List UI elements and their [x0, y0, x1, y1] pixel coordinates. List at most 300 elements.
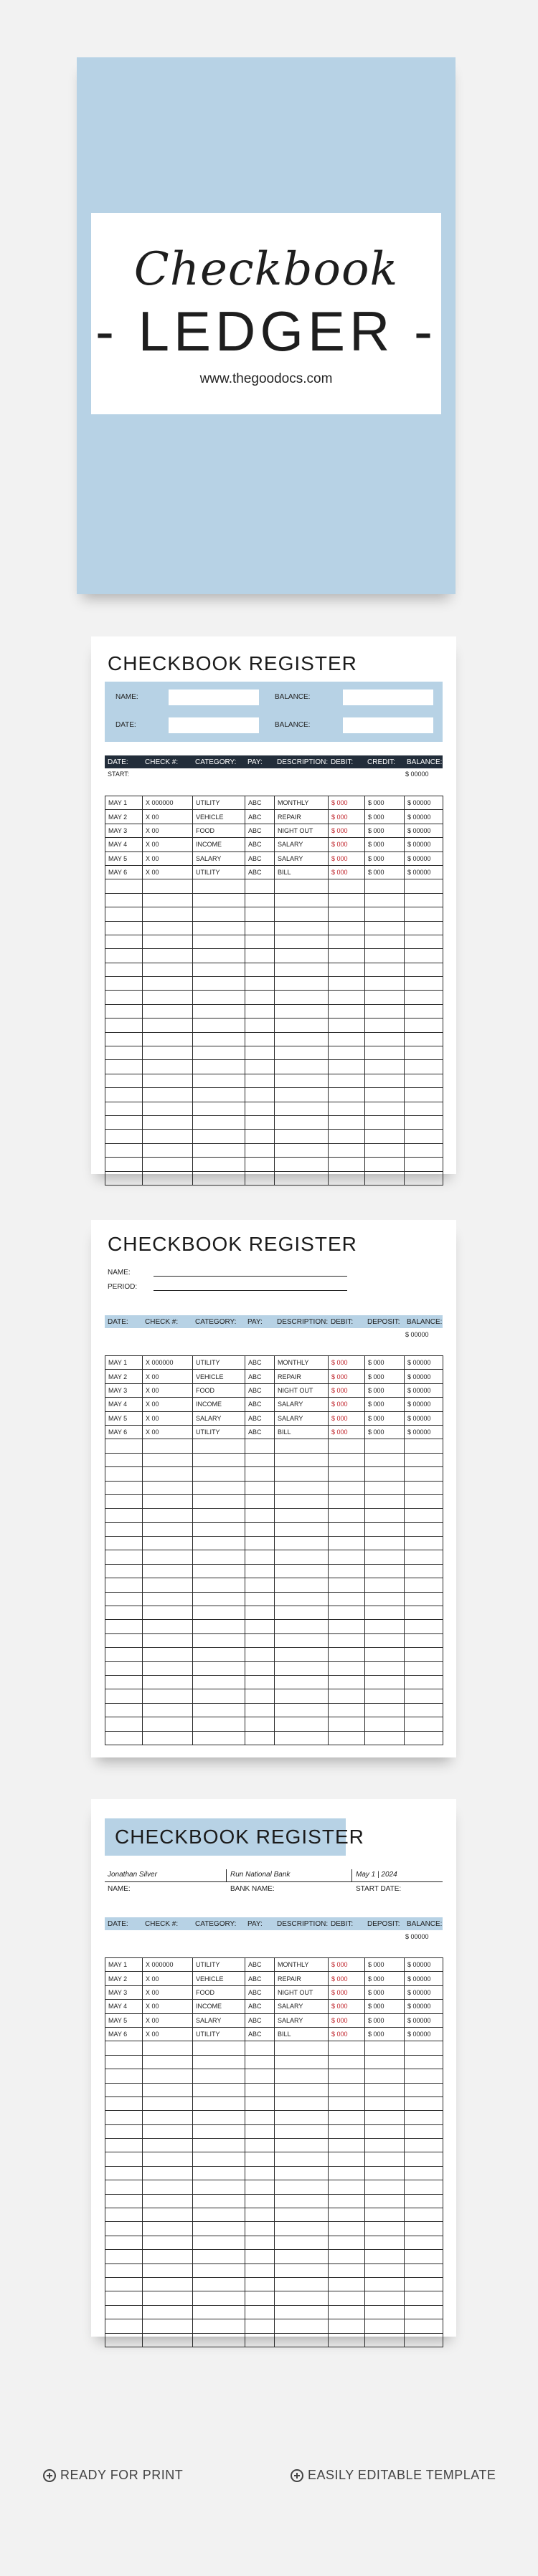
table-cell[interactable]: [245, 1032, 275, 1046]
table-cell[interactable]: MONTHLY: [275, 1958, 329, 1972]
table-cell[interactable]: [105, 1648, 143, 1661]
table-cell[interactable]: [193, 1115, 245, 1129]
table-cell[interactable]: [365, 2250, 405, 2263]
table-cell[interactable]: [105, 1522, 143, 1536]
table-cell[interactable]: [193, 2263, 245, 2277]
table-cell[interactable]: [365, 2166, 405, 2180]
table-cell[interactable]: [143, 893, 193, 907]
table-cell[interactable]: X 000000: [143, 1958, 193, 1972]
table-cell[interactable]: [405, 1689, 443, 1703]
table-cell[interactable]: [329, 935, 365, 948]
table-cell[interactable]: [193, 1060, 245, 1074]
table-cell[interactable]: [143, 1703, 193, 1717]
table-cell[interactable]: [143, 1633, 193, 1647]
table-cell[interactable]: [329, 1620, 365, 1633]
table-cell[interactable]: [365, 1019, 405, 1032]
table-cell[interactable]: $ 000: [329, 810, 365, 824]
table-cell[interactable]: [405, 1453, 443, 1466]
table-cell[interactable]: [143, 2083, 193, 2096]
balance-field-2[interactable]: [343, 717, 433, 733]
table-cell[interactable]: [193, 2222, 245, 2236]
table-cell[interactable]: $ 000: [365, 2000, 405, 2013]
table-cell[interactable]: $ 00000: [405, 2013, 443, 2027]
table-cell[interactable]: [365, 2069, 405, 2083]
table-cell[interactable]: MAY 2: [105, 1972, 143, 1985]
table-cell[interactable]: MAY 4: [105, 838, 143, 851]
table-cell[interactable]: [365, 963, 405, 976]
table-cell[interactable]: [193, 1537, 245, 1550]
table-cell[interactable]: [329, 2319, 365, 2333]
table-cell[interactable]: [329, 1494, 365, 1508]
table-cell[interactable]: [405, 1171, 443, 1185]
table-cell[interactable]: $ 000: [329, 1972, 365, 1985]
table-cell[interactable]: [245, 1550, 275, 1564]
table-cell[interactable]: [275, 935, 329, 948]
table-cell[interactable]: [245, 1060, 275, 1074]
table-cell[interactable]: $ 000: [329, 1356, 365, 1370]
table-cell[interactable]: [245, 963, 275, 976]
table-cell[interactable]: [329, 2166, 365, 2180]
table-cell[interactable]: [405, 949, 443, 963]
table-cell[interactable]: [275, 2069, 329, 2083]
table-cell[interactable]: [245, 935, 275, 948]
table-cell[interactable]: [275, 1074, 329, 1087]
table-cell[interactable]: [193, 1046, 245, 1060]
table-cell[interactable]: [405, 2333, 443, 2347]
table-cell[interactable]: SALARY: [193, 1411, 245, 1425]
table-cell[interactable]: [329, 1578, 365, 1592]
table-cell[interactable]: [365, 907, 405, 921]
table-cell[interactable]: MAY 1: [105, 1958, 143, 1972]
table-cell[interactable]: [405, 1648, 443, 1661]
table-cell[interactable]: $ 00000: [405, 851, 443, 865]
table-cell[interactable]: $ 00000: [405, 824, 443, 837]
table-cell[interactable]: [105, 2333, 143, 2347]
table-cell[interactable]: MAY 2: [105, 810, 143, 824]
table-cell[interactable]: [105, 1620, 143, 1633]
table-cell[interactable]: [365, 2124, 405, 2138]
table-cell[interactable]: [275, 1689, 329, 1703]
table-cell[interactable]: [143, 2041, 193, 2055]
table-cell[interactable]: [245, 1522, 275, 1536]
table-cell[interactable]: [329, 2083, 365, 2096]
table-cell[interactable]: [365, 2055, 405, 2069]
table-cell[interactable]: UTILITY: [193, 1958, 245, 1972]
table-cell[interactable]: [245, 921, 275, 935]
table-cell[interactable]: [193, 2152, 245, 2166]
table-cell[interactable]: X 00: [143, 1370, 193, 1383]
table-cell[interactable]: [365, 1661, 405, 1675]
table-cell[interactable]: [365, 1467, 405, 1481]
table-cell[interactable]: $ 000: [329, 1985, 365, 1999]
table-cell[interactable]: [405, 1032, 443, 1046]
table-cell[interactable]: [405, 2069, 443, 2083]
table-cell[interactable]: [405, 2277, 443, 2291]
table-cell[interactable]: [275, 1522, 329, 1536]
table-cell[interactable]: [365, 879, 405, 893]
table-cell[interactable]: [245, 2305, 275, 2319]
table-cell[interactable]: [365, 2263, 405, 2277]
table-cell[interactable]: [275, 2208, 329, 2222]
table-cell[interactable]: [365, 1088, 405, 1102]
table-cell[interactable]: [329, 921, 365, 935]
table-cell[interactable]: $ 000: [365, 796, 405, 810]
table-cell[interactable]: [105, 1453, 143, 1466]
table-cell[interactable]: [405, 1522, 443, 1536]
table-cell[interactable]: [405, 2041, 443, 2055]
table-cell[interactable]: [143, 2124, 193, 2138]
table-cell[interactable]: [193, 1509, 245, 1522]
table-cell[interactable]: [193, 1592, 245, 1606]
table-cell[interactable]: ABC: [245, 2000, 275, 2013]
table-cell[interactable]: [105, 2124, 143, 2138]
table-cell[interactable]: [329, 2333, 365, 2347]
table-cell[interactable]: $ 00000: [405, 1972, 443, 1985]
table-cell[interactable]: [245, 2055, 275, 2069]
table-cell[interactable]: [329, 1453, 365, 1466]
table-cell[interactable]: [365, 1578, 405, 1592]
table-cell[interactable]: $ 000: [329, 838, 365, 851]
table-cell[interactable]: [329, 1088, 365, 1102]
table-cell[interactable]: [365, 2083, 405, 2096]
table-cell[interactable]: [193, 1564, 245, 1578]
table-cell[interactable]: [105, 921, 143, 935]
table-cell[interactable]: [245, 2236, 275, 2249]
table-cell[interactable]: [245, 2291, 275, 2305]
table-cell[interactable]: [193, 1494, 245, 1508]
table-cell[interactable]: [245, 1633, 275, 1647]
table-cell[interactable]: [245, 1703, 275, 1717]
table-cell[interactable]: [143, 1130, 193, 1143]
table-cell[interactable]: [329, 2291, 365, 2305]
table-cell[interactable]: [275, 1453, 329, 1466]
table-cell[interactable]: [275, 949, 329, 963]
table-cell[interactable]: [405, 2096, 443, 2110]
table-cell[interactable]: [245, 1648, 275, 1661]
table-cell[interactable]: UTILITY: [193, 2027, 245, 2041]
table-cell[interactable]: [405, 2124, 443, 2138]
table-cell[interactable]: [405, 1088, 443, 1102]
table-cell[interactable]: [193, 921, 245, 935]
table-cell[interactable]: [365, 1509, 405, 1522]
table-cell[interactable]: $ 00000: [405, 1411, 443, 1425]
table-cell[interactable]: [329, 1130, 365, 1143]
table-cell[interactable]: [143, 2180, 193, 2194]
table-cell[interactable]: [405, 2291, 443, 2305]
table-cell[interactable]: [143, 1074, 193, 1087]
table-cell[interactable]: [365, 2333, 405, 2347]
table-cell[interactable]: [245, 1143, 275, 1157]
table-cell[interactable]: REPAIR: [275, 810, 329, 824]
table-cell[interactable]: [105, 2236, 143, 2249]
table-cell[interactable]: [105, 1537, 143, 1550]
table-cell[interactable]: [329, 1592, 365, 1606]
table-cell[interactable]: [105, 1703, 143, 1717]
table-cell[interactable]: [143, 1675, 193, 1689]
table-cell[interactable]: [275, 1731, 329, 1745]
table-cell[interactable]: [365, 935, 405, 948]
table-cell[interactable]: [329, 1537, 365, 1550]
table-cell[interactable]: [275, 1171, 329, 1185]
table-cell[interactable]: X 00: [143, 838, 193, 851]
table-cell[interactable]: [245, 977, 275, 991]
table-cell[interactable]: [245, 2069, 275, 2083]
table-cell[interactable]: X 00: [143, 851, 193, 865]
table-cell[interactable]: [405, 1703, 443, 1717]
table-cell[interactable]: [329, 1550, 365, 1564]
table-cell[interactable]: [329, 879, 365, 893]
name-field[interactable]: [169, 690, 259, 705]
table-cell[interactable]: [329, 1648, 365, 1661]
table-cell[interactable]: [405, 2236, 443, 2249]
table-cell[interactable]: [143, 1158, 193, 1171]
table-cell[interactable]: $ 000: [329, 1411, 365, 1425]
table-cell[interactable]: [245, 1509, 275, 1522]
table-cell[interactable]: [275, 1509, 329, 1522]
table-cell[interactable]: [105, 2069, 143, 2083]
table-cell[interactable]: $ 000: [329, 1425, 365, 1439]
table-cell[interactable]: [193, 1453, 245, 1466]
table-cell[interactable]: [329, 1060, 365, 1074]
table-cell[interactable]: [143, 1717, 193, 1731]
table-cell[interactable]: [193, 1606, 245, 1620]
table-cell[interactable]: [275, 1620, 329, 1633]
table-cell[interactable]: [193, 1522, 245, 1536]
table-cell[interactable]: [143, 1537, 193, 1550]
table-cell[interactable]: [275, 2055, 329, 2069]
table-cell[interactable]: [365, 991, 405, 1004]
table-cell[interactable]: [193, 1550, 245, 1564]
table-cell[interactable]: [245, 1004, 275, 1018]
table-cell[interactable]: REPAIR: [275, 1370, 329, 1383]
table-cell[interactable]: ABC: [245, 865, 275, 879]
table-cell[interactable]: [193, 1130, 245, 1143]
table-cell[interactable]: X 00: [143, 1411, 193, 1425]
table-cell[interactable]: UTILITY: [193, 1425, 245, 1439]
table-cell[interactable]: ABC: [245, 851, 275, 865]
table-cell[interactable]: [143, 1060, 193, 1074]
table-cell[interactable]: [329, 1522, 365, 1536]
table-cell[interactable]: [275, 2152, 329, 2166]
table-cell[interactable]: [105, 2041, 143, 2055]
table-cell[interactable]: [405, 921, 443, 935]
table-cell[interactable]: SALARY: [193, 2013, 245, 2027]
table-cell[interactable]: [275, 1046, 329, 1060]
table-cell[interactable]: $ 00000: [405, 1958, 443, 1972]
table-cell[interactable]: [405, 1717, 443, 1731]
table-cell[interactable]: [193, 1143, 245, 1157]
table-cell[interactable]: [275, 1481, 329, 1494]
table-cell[interactable]: [245, 1171, 275, 1185]
table-cell[interactable]: [365, 2194, 405, 2208]
table-cell[interactable]: MONTHLY: [275, 1356, 329, 1370]
table-cell[interactable]: [143, 2222, 193, 2236]
table-cell[interactable]: [275, 2194, 329, 2208]
table-cell[interactable]: [405, 1046, 443, 1060]
table-cell[interactable]: [245, 2096, 275, 2110]
table-cell[interactable]: [275, 907, 329, 921]
table-cell[interactable]: $ 000: [329, 1370, 365, 1383]
table-cell[interactable]: [193, 2194, 245, 2208]
table-cell[interactable]: [275, 1494, 329, 1508]
table-cell[interactable]: [105, 1074, 143, 1087]
table-cell[interactable]: [143, 2096, 193, 2110]
table-cell[interactable]: INCOME: [193, 1398, 245, 1411]
table-cell[interactable]: NIGHT OUT: [275, 824, 329, 837]
table-cell[interactable]: [193, 1675, 245, 1689]
table-cell[interactable]: $ 00000: [405, 1398, 443, 1411]
table-cell[interactable]: [245, 1494, 275, 1508]
table-cell[interactable]: [143, 2305, 193, 2319]
table-cell[interactable]: [275, 1675, 329, 1689]
table-cell[interactable]: $ 000: [329, 1383, 365, 1397]
table-cell[interactable]: [405, 1019, 443, 1032]
table-cell[interactable]: [365, 1074, 405, 1087]
date-field[interactable]: [169, 717, 259, 733]
table-cell[interactable]: [329, 1509, 365, 1522]
table-cell[interactable]: [143, 1661, 193, 1675]
table-cell[interactable]: [143, 2152, 193, 2166]
table-cell[interactable]: [405, 2152, 443, 2166]
table-cell[interactable]: MAY 5: [105, 851, 143, 865]
table-cell[interactable]: [245, 1481, 275, 1494]
table-cell[interactable]: [329, 2180, 365, 2194]
table-cell[interactable]: [143, 1467, 193, 1481]
table-cell[interactable]: [105, 1171, 143, 1185]
table-cell[interactable]: [329, 907, 365, 921]
table-cell[interactable]: INCOME: [193, 838, 245, 851]
table-cell[interactable]: FOOD: [193, 1383, 245, 1397]
table-cell[interactable]: [193, 991, 245, 1004]
table-cell[interactable]: [245, 991, 275, 1004]
table-cell[interactable]: [329, 991, 365, 1004]
table-cell[interactable]: MAY 4: [105, 1398, 143, 1411]
table-cell[interactable]: [405, 1675, 443, 1689]
table-cell[interactable]: [105, 2180, 143, 2194]
table-cell[interactable]: [143, 1019, 193, 1032]
table-cell[interactable]: [245, 1102, 275, 1115]
table-cell[interactable]: [329, 977, 365, 991]
table-cell[interactable]: [329, 1661, 365, 1675]
table-cell[interactable]: [105, 1494, 143, 1508]
table-cell[interactable]: [105, 1143, 143, 1157]
table-cell[interactable]: [105, 1661, 143, 1675]
table-cell[interactable]: [365, 1143, 405, 1157]
table-cell[interactable]: [275, 1537, 329, 1550]
table-cell[interactable]: [245, 2152, 275, 2166]
table-cell[interactable]: [193, 1661, 245, 1675]
table-cell[interactable]: [275, 1467, 329, 1481]
table-cell[interactable]: [245, 1453, 275, 1466]
table-cell[interactable]: [245, 1130, 275, 1143]
table-cell[interactable]: [193, 1019, 245, 1032]
table-cell[interactable]: [365, 1481, 405, 1494]
table-cell[interactable]: [143, 1689, 193, 1703]
table-cell[interactable]: [245, 2263, 275, 2277]
table-cell[interactable]: [365, 921, 405, 935]
table-cell[interactable]: [245, 2319, 275, 2333]
table-cell[interactable]: [143, 907, 193, 921]
table-cell[interactable]: [143, 1032, 193, 1046]
table-cell[interactable]: [275, 1703, 329, 1717]
table-cell[interactable]: [405, 1509, 443, 1522]
table-cell[interactable]: $ 000: [365, 865, 405, 879]
table-cell[interactable]: [105, 1115, 143, 1129]
table-cell[interactable]: [329, 949, 365, 963]
table-cell[interactable]: MAY 3: [105, 824, 143, 837]
table-cell[interactable]: [275, 2111, 329, 2124]
table-cell[interactable]: [329, 1046, 365, 1060]
table-cell[interactable]: [365, 2208, 405, 2222]
table-cell[interactable]: $ 000: [365, 1972, 405, 1985]
table-cell[interactable]: [245, 1115, 275, 1129]
table-cell[interactable]: [105, 2319, 143, 2333]
table-cell[interactable]: $ 000: [329, 1398, 365, 1411]
table-cell[interactable]: [143, 2291, 193, 2305]
table-cell[interactable]: [105, 1088, 143, 1102]
table-cell[interactable]: [405, 1606, 443, 1620]
table-cell[interactable]: [275, 1717, 329, 1731]
table-cell[interactable]: [193, 2083, 245, 2096]
table-cell[interactable]: [365, 1537, 405, 1550]
table-cell[interactable]: [365, 1675, 405, 1689]
table-cell[interactable]: [105, 2096, 143, 2110]
table-cell[interactable]: [105, 963, 143, 976]
table-cell[interactable]: NIGHT OUT: [275, 1383, 329, 1397]
table-cell[interactable]: ABC: [245, 1398, 275, 1411]
table-cell[interactable]: [245, 1088, 275, 1102]
table-cell[interactable]: [105, 1060, 143, 1074]
table-cell[interactable]: $ 000: [365, 810, 405, 824]
table-cell[interactable]: X 00: [143, 1425, 193, 1439]
table-cell[interactable]: ABC: [245, 1370, 275, 1383]
table-cell[interactable]: [105, 1032, 143, 1046]
table-cell[interactable]: SALARY: [275, 1411, 329, 1425]
table-cell[interactable]: [245, 2250, 275, 2263]
table-cell[interactable]: [365, 1522, 405, 1536]
table-cell[interactable]: X 00: [143, 1398, 193, 1411]
table-cell[interactable]: [329, 2250, 365, 2263]
table-cell[interactable]: [193, 2041, 245, 2055]
table-cell[interactable]: [275, 1550, 329, 1564]
table-cell[interactable]: [329, 2055, 365, 2069]
table-cell[interactable]: [105, 1564, 143, 1578]
table-cell[interactable]: [405, 977, 443, 991]
table-cell[interactable]: [193, 2124, 245, 2138]
table-cell[interactable]: [329, 1143, 365, 1157]
table-cell[interactable]: [245, 893, 275, 907]
table-cell[interactable]: [329, 1074, 365, 1087]
table-cell[interactable]: [245, 1689, 275, 1703]
table-cell[interactable]: X 00: [143, 2000, 193, 2013]
table-cell[interactable]: [365, 2111, 405, 2124]
table-cell[interactable]: REPAIR: [275, 1972, 329, 1985]
table-cell[interactable]: MAY 3: [105, 1383, 143, 1397]
table-cell[interactable]: $ 000: [365, 2027, 405, 2041]
table-cell[interactable]: MAY 2: [105, 1370, 143, 1383]
table-cell[interactable]: [143, 1648, 193, 1661]
table-cell[interactable]: $ 00000: [405, 1985, 443, 1999]
table-cell[interactable]: [193, 963, 245, 976]
table-cell[interactable]: [193, 2305, 245, 2319]
table-cell[interactable]: [105, 949, 143, 963]
table-cell[interactable]: X 00: [143, 865, 193, 879]
table-cell[interactable]: [329, 2096, 365, 2110]
table-cell[interactable]: [329, 1004, 365, 1018]
table-cell[interactable]: [105, 893, 143, 907]
table-cell[interactable]: [405, 1537, 443, 1550]
table-cell[interactable]: [275, 1578, 329, 1592]
